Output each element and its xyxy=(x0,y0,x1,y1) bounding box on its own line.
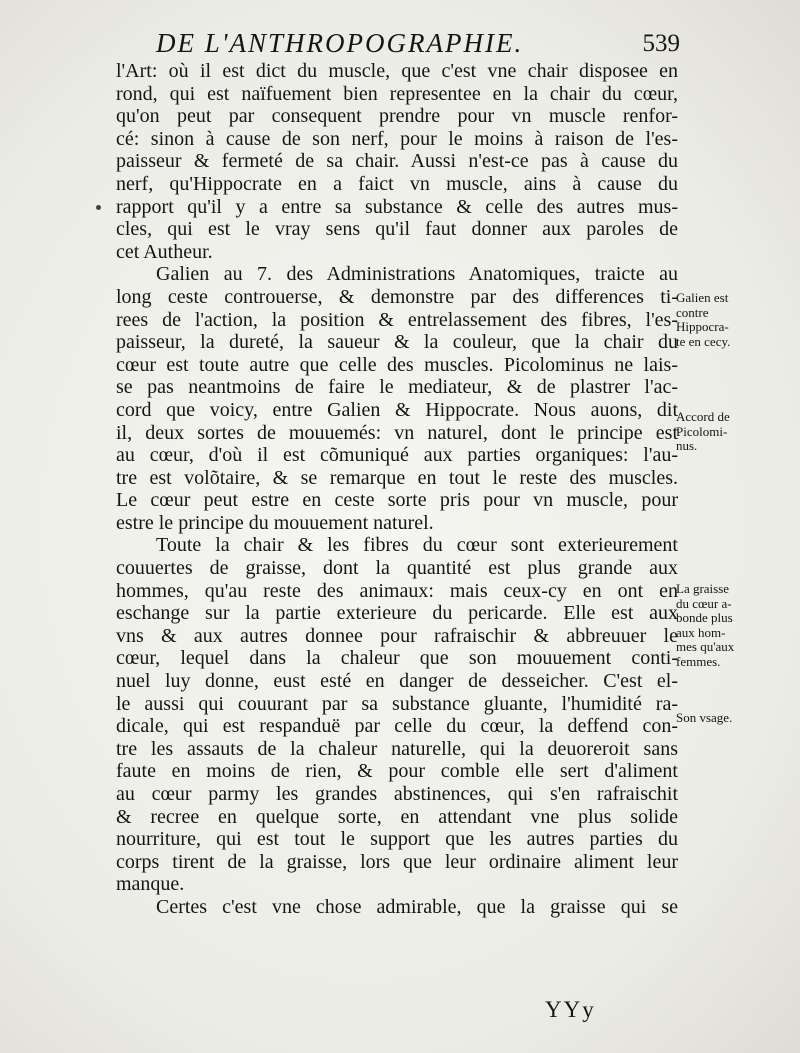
text-line: Galien au 7. des Administrations Anatomiques, traicte au xyxy=(156,263,678,286)
text-line: faute en moins de rien, & pour comble elle sert d'aliment xyxy=(116,760,678,783)
text-line: nourriture, qui est tout le support que les autres parties du xyxy=(116,828,678,851)
text-line: hommes, qu'au reste des animaux: mais ceux-cy en ont en xyxy=(116,579,678,602)
text-line: au cœur parmy les grandes abstinences, qui s'en rafraischit xyxy=(116,783,678,805)
text-line: & recree en quelque sorte, en attendant vne plus solide xyxy=(116,805,678,828)
text-line: rees de l'action, la position & entrelassement des fibres, l'es- xyxy=(116,308,678,331)
text-line: rapport qu'il y a entre sa substance & celle des autres mus- xyxy=(116,195,678,218)
text-line: Certes c'est vne chose admirable, que la graisse qui se xyxy=(156,895,678,918)
margin-note-galien: Galien est contre Hippocra- te en cecy. xyxy=(676,290,731,349)
page-number: 539 xyxy=(642,30,680,57)
text-line: l'Art: où il est dict du muscle, que c'est vne chair disposee en xyxy=(116,60,678,82)
text-line: corps tirent de la graisse, lors que leur ordinaire aliment leur xyxy=(116,850,678,873)
text-line: cœur, lequel dans la chaleur que son mouuement conti- xyxy=(116,647,678,670)
text-line: il, deux sortes de mouuemés: vn naturel, dont le principe est xyxy=(116,421,678,444)
signature-mark: YYy xyxy=(545,997,596,1022)
page-header xyxy=(150,28,680,64)
text-line: au cœur, d'où il est cõmuniqué aux parties organiques: l'au- xyxy=(116,444,678,467)
text-line: cord que voicy, entre Galien & Hippocrate. Nous auons, dit xyxy=(116,398,678,421)
text-line: vns & aux autres donnee pour rafraischir & abbreuuer le xyxy=(116,624,678,647)
text-line: estre le principe du mouuement naturel. xyxy=(116,511,434,534)
text-line: paisseur & fermeté de sa chair. Aussi n'est-ce pas à cause du xyxy=(116,150,678,173)
margin-note-vsage: Son vsage. xyxy=(676,710,733,725)
text-line: se pas neantmoins de faire le mediateur, & de plastrer l'ac- xyxy=(116,376,678,399)
body-text xyxy=(116,60,678,919)
text-line: nuel luy donne, eust esté en danger de desseicher. C'est el- xyxy=(116,670,678,693)
text-line: cé: sinon à cause de son nerf, pour le moins à raison de l'es- xyxy=(116,127,678,150)
text-line: paisseur, la dureté, la saueur & la couleur, que la chair du xyxy=(116,331,678,354)
margin-note-accord: Accord de Picolomi- nus. xyxy=(676,409,730,453)
text-line: couuertes de graisse, dont la quantité est plus grande aux xyxy=(116,557,678,580)
text-line: nerf, qu'Hippocrate en a faict vn muscle, ains à cause du xyxy=(116,172,678,195)
text-line: tre est volõtaire, & se remarque en tout le reste des muscles. xyxy=(116,466,678,489)
text-line: long ceste controuerse, & demonstre par des differences ti- xyxy=(116,285,678,308)
text-line: cœur est toute autre que celle des muscles. Picolominus ne lais- xyxy=(116,353,678,376)
text-line: le aussi qui couurant par sa substance gluante, l'humidité ra- xyxy=(116,692,678,715)
margin-notes xyxy=(676,0,800,1053)
text-line: dicale, qui est respanduë par celle du cœur, la deffend con- xyxy=(116,715,678,738)
text-line: rond, qui est naïfuement bien representee en la chair du cœur, xyxy=(116,82,678,105)
text-line: qu'on peut par consequent prendre pour vn muscle renfor- xyxy=(116,105,678,128)
running-title: DE L'ANTHROPOGRAPHIE. xyxy=(156,28,524,58)
text-line: Le cœur peut estre en ceste sorte pris pour vn muscle, pour xyxy=(116,489,678,512)
text-line: manque. xyxy=(116,873,185,896)
text-line: cles, qui est le vray sens qu'il faut donner aux paroles de xyxy=(116,218,678,241)
text-line: Toute la chair & les fibres du cœur sont exterieurement xyxy=(156,534,678,557)
text-line: cet Autheur. xyxy=(116,240,213,263)
text-line: eschange sur la partie exterieure du pericarde. Elle est aux xyxy=(116,602,678,625)
ink-speck xyxy=(96,205,101,210)
margin-note-graisse: La graisse du cœur a- bonde plus aux hom- mes qu'aux femmes. xyxy=(676,581,735,669)
text-line: tre les assauts de la chaleur naturelle, qui la deuoreroit sans xyxy=(116,737,678,760)
